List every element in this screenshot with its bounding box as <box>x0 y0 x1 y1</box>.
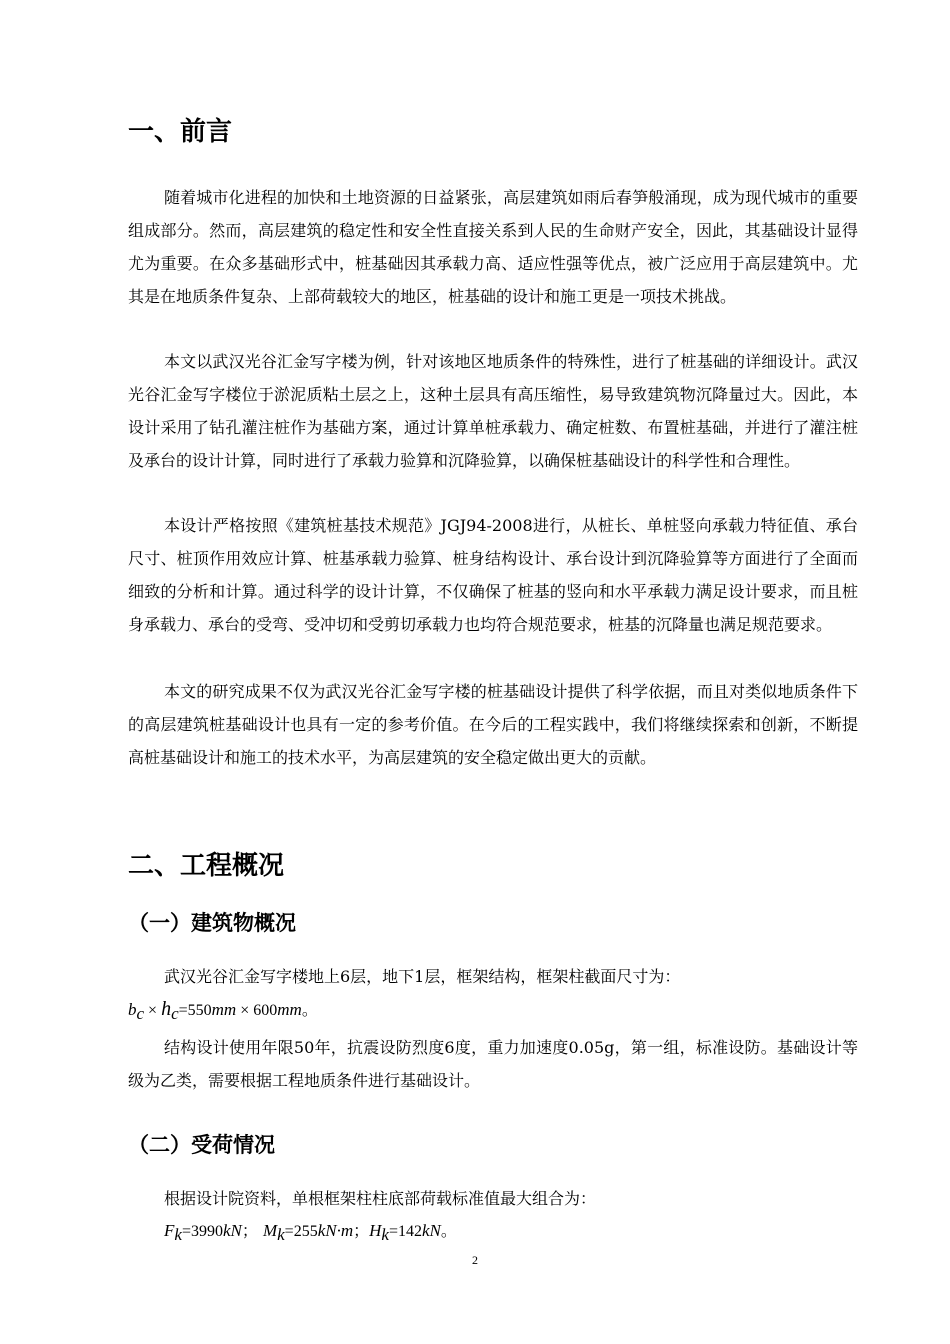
formula-b: b <box>128 1000 137 1019</box>
subsection-heading-load-conditions: （二）受荷情况 <box>128 1133 275 1157</box>
formula-equals: = <box>178 1002 188 1019</box>
section-heading-preface: 一、前言 <box>128 117 233 147</box>
formula-H-value: =142 <box>388 1223 422 1240</box>
formula-unit-2: mm <box>277 1000 302 1019</box>
formula-F-unit: kN <box>222 1221 242 1240</box>
preface-paragraph-2: 本文以武汉光谷汇金写字楼为例，针对该地区地质条件的特殊性，进行了桩基础的详细设计。武汉光谷汇金写字楼位于淤泥质粘土层之上，这种土层具有高压缩性，易导致建筑物沉降量过大。因此，本设计采用了钻孔灌注桩作为基础方案，通过计算单桩承载力、确定桩数、布置桩基础，并进行了灌注桩及承台的设计计算，同时进行了承载力验算和沉降验算，以确保桩基础设计的科学性和合理性。 <box>128 352 858 470</box>
formula-F: F <box>164 1221 175 1240</box>
formula-value-2: 600 <box>253 1002 278 1019</box>
formula-end: 。 <box>301 1000 318 1019</box>
preface-paragraph-1: 随着城市化进程的加快和土地资源的日益紧张，高层建筑如雨后春笋般涌现，成为现代城市的重要组成部分。然而，高层建筑的稳定性和安全性直接关系到人民的生命财产安全，因此，其基础设计显得尤为重要。在众多基础形式中，桩基础因其承载力高、适应性强等优点，被广泛应用于高层建筑中。尤其是在地质条件复杂、上部荷载较大的地区，桩基础的设计和施工更是一项技术挑战。 <box>128 188 858 306</box>
formula-h: h <box>161 998 172 1020</box>
load-combination-formula <box>164 1214 457 1251</box>
section-heading-project-overview: 二、工程概况 <box>128 851 285 881</box>
column-section-formula <box>128 993 318 1030</box>
preface-paragraph-4: 本文的研究成果不仅为武汉光谷汇金写字楼的桩基础设计提供了科学依据，而且对类似地质条件下的高层建筑桩基础设计也具有一定的参考价值。在今后的工程实践中，我们将继续探索和创新，不断提高桩基础设计和施工的技术水平，为高层建筑的安全稳定做出更大的贡献。 <box>128 682 858 767</box>
formula-times-1: × <box>144 1002 162 1019</box>
subsection-heading-building-overview: （一）建筑物概况 <box>128 911 296 935</box>
formula-M-sub: k <box>277 1225 285 1245</box>
formula-F-value: =3990 <box>181 1223 223 1240</box>
formula-end-2: 。 <box>440 1221 457 1240</box>
formula-M-value: =255 <box>284 1223 318 1240</box>
page-number: 2 <box>472 1253 478 1267</box>
formula-H-sub: k <box>381 1225 389 1245</box>
formula-times-2: × <box>236 1002 254 1019</box>
formula-unit-1: mm <box>211 1000 237 1019</box>
formula-F-sub: k <box>174 1225 182 1245</box>
formula-h-sub: c <box>171 1004 179 1024</box>
structural-design-paragraph: 结构设计使用年限50年，抗震设防烈度6度，重力加速度0.05g，第一组，标准设防。基础设计等级为乙类，需要根据工程地质条件进行基础设计。 <box>128 1038 858 1090</box>
formula-H-unit: kN <box>422 1221 441 1240</box>
formula-separator-2: ； <box>353 1221 370 1240</box>
load-conditions-text: 根据设计院资料，单根框架柱柱底部荷载标准值最大组合为： <box>164 1189 597 1208</box>
formula-b-sub: c <box>136 1004 145 1024</box>
formula-value-1: 550 <box>187 1002 212 1019</box>
formula-M: M <box>262 1221 278 1240</box>
formula-separator-1: ； <box>241 1221 263 1240</box>
formula-H: H <box>369 1221 382 1240</box>
preface-paragraph-3: 本设计严格按照《建筑桩基技术规范》JGJ94-2008进行，从桩长、单桩竖向承载力特征值、承台尺寸、桩顶作用效应计算、桩基承载力验算、桩身结构设计、承台设计到沉降验算等方面进行了全面而细致的分析和计算。通过科学的设计计算，不仅确保了桩基的竖向和水平承载力满足设计要求，而且桩身承载力、承台的受弯、受冲切和受剪切承载力也均符合规范要求，桩基的沉降量也满足规范要求。 <box>128 516 858 634</box>
building-overview-text: 武汉光谷汇金写字楼地上6层，地下1层，框架结构，框架柱截面尺寸为： <box>164 967 681 986</box>
formula-M-unit: kN·m <box>317 1221 354 1240</box>
